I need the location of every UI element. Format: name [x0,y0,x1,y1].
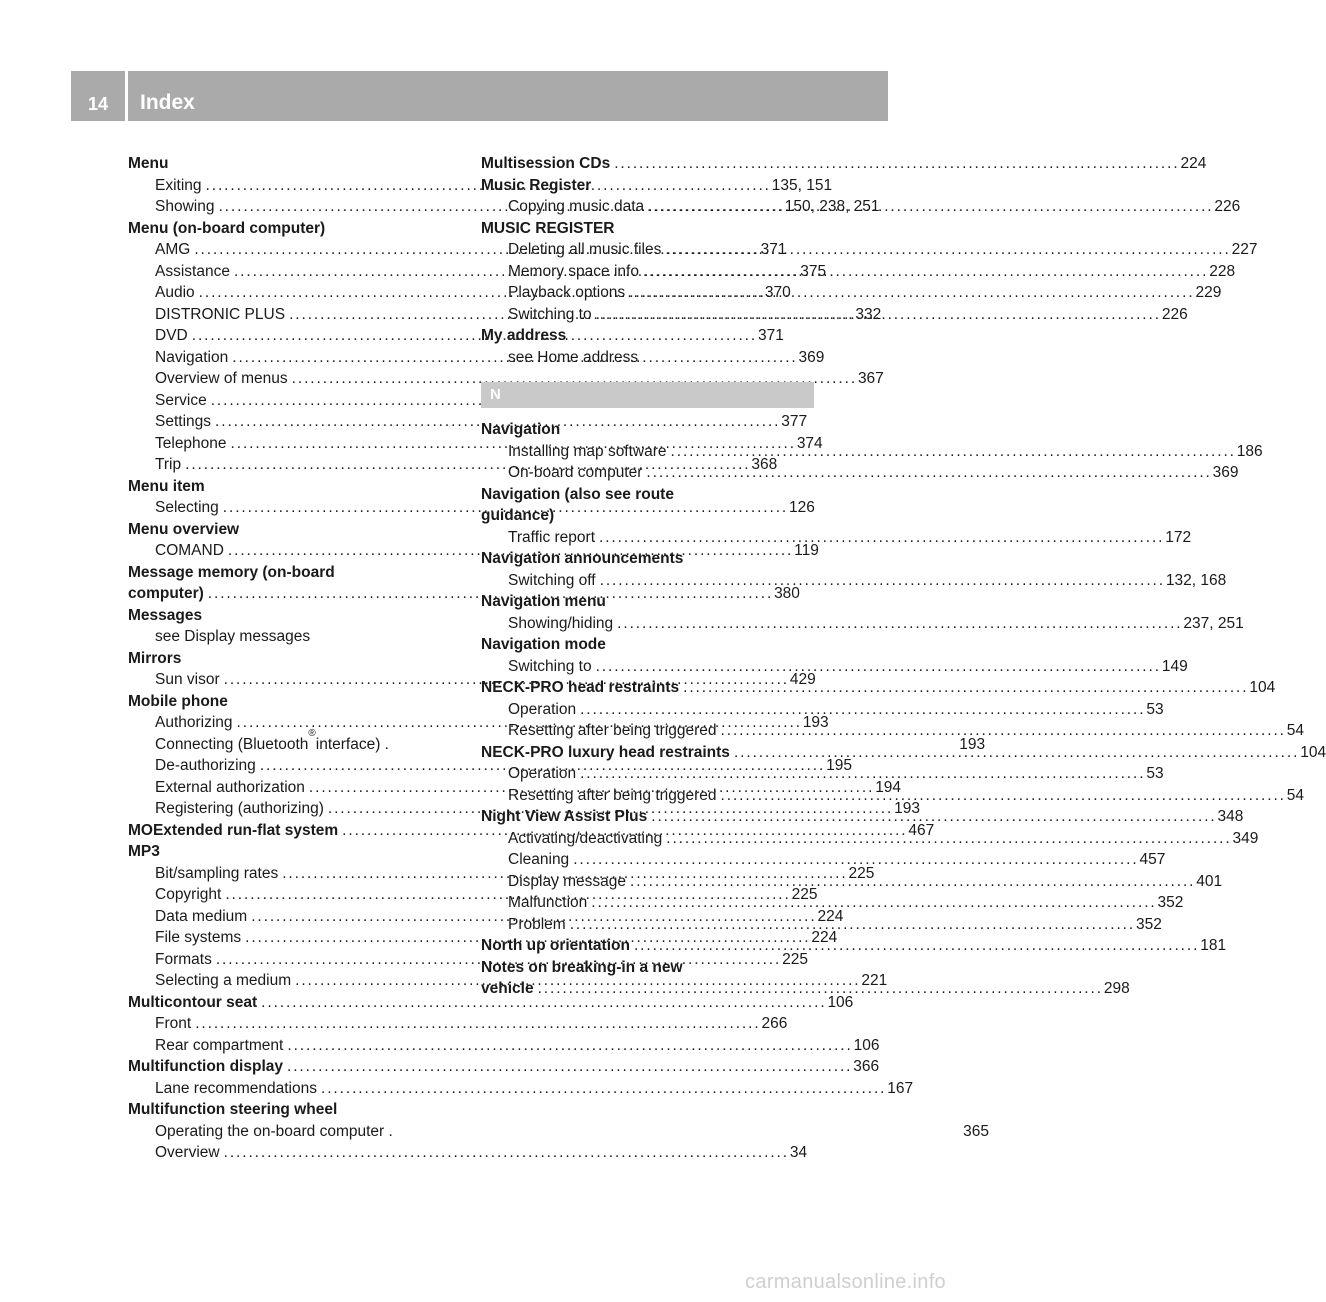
index-subentry [128,1035,880,1057]
page-reference: 298 [1103,980,1130,997]
entry-text: DVD [155,327,188,344]
page-reference: 167 [887,1079,914,1097]
index-heading [128,1099,461,1121]
page-reference: 369 [1212,464,1239,481]
heading-text: Notes on breaking-in a new [481,958,683,976]
page-reference: 227 [1231,241,1258,258]
entry-text: Night View Assist Plus [481,808,648,825]
page-reference: 126 [789,499,815,516]
entry-text: Trip [155,456,182,473]
entry-text: Sun visor [155,671,220,688]
index-subentry [128,368,884,390]
entry-text: Resetting after being triggered [508,786,717,804]
page-reference: 186 [1236,442,1263,460]
index-subentry [128,1078,914,1100]
heading-text: Messages [128,606,203,624]
page-reference: 119 [794,542,819,559]
entry-text: Bit/sampling rates [155,864,279,882]
index-heading [128,841,461,863]
page-reference: 54 [1286,722,1305,739]
page-reference: 370 [764,284,791,301]
entry-text: Switching to [508,657,592,675]
page-reference: 332 [855,305,882,323]
page-reference: 467 [908,821,935,839]
page-reference: 132, 168 [1165,571,1227,589]
page-reference: 380 [774,585,800,602]
dot-leader [321,1078,883,1100]
cross-reference-text: see Home address [508,348,639,366]
heading-text: Navigation menu [481,593,606,610]
page-reference: 457 [1139,851,1166,868]
header-divider [125,71,128,121]
index-entry [128,992,854,1014]
letter-section-header: N [481,382,814,408]
entry-text: Overview [155,1144,220,1161]
index-heading [128,691,461,713]
page-reference: 429 [789,671,816,688]
entry-text: Playback options [508,284,626,301]
index-heading [128,648,461,670]
entry-text: File systems [155,929,242,946]
index-cross-reference [128,626,461,648]
dot-leader [646,462,1208,484]
dot-leader [634,935,1196,957]
index-subentry [128,1121,989,1143]
page-reference: 369 [798,348,825,366]
registered-mark: ® [308,727,316,739]
page-reference: 401 [1196,872,1223,890]
section-title: Index [140,91,195,114]
index-heading [481,591,814,613]
cross-reference-text: see Display messages [155,628,311,645]
page-reference: 266 [761,1015,788,1032]
page-reference: 34 [789,1144,808,1161]
dot-leader [287,1035,849,1057]
entry-text: Multicontour seat [128,993,258,1011]
page-reference: 375 [800,262,827,280]
index-entry [128,1056,880,1078]
dot-leader [287,1056,849,1078]
page-reference: 106 [853,1036,880,1054]
dot-leader [591,892,1153,914]
heading-text: Multifunction steering wheel [128,1101,338,1118]
page-reference: 150, 238, 251 [784,198,880,215]
page-reference: 367 [857,370,884,387]
entry-text: Multisession CDs [481,155,611,172]
entry-text: Malfunction [508,894,588,911]
entry-text: Lane recommendations [155,1079,317,1097]
page-reference: 194 [875,778,902,796]
page-reference: 224 [811,929,838,946]
page-reference: 181 [1200,937,1227,954]
entry-text: Navigation [155,348,229,366]
heading-text: Mirrors [128,649,182,667]
entry-text: Settings [155,413,212,430]
dot-leader [721,785,1283,807]
page-reference: 54 [1286,786,1305,804]
heading-text: Music Register [481,176,592,194]
page-reference: 149 [1161,657,1188,675]
index-entry [481,677,1276,699]
index-subentry [481,849,1166,871]
entry-text: De-authorizing [155,757,256,774]
entry-text: Activating/deactivating [508,829,663,847]
index-heading [481,634,814,656]
entry-text: Installing map software [508,442,667,460]
entry-text: Data medium [155,907,248,925]
entry-text: Showing/hiding [508,614,614,632]
entry-text: Registering (authorizing) [155,800,324,817]
page-reference: 348 [1217,808,1244,825]
index-heading [481,325,814,347]
heading-text: Menu item [128,477,205,495]
entry-text: Operation [508,765,577,782]
index-subentry [481,892,1184,914]
dot-leader [599,527,1161,549]
page-reference: 104 [1300,743,1326,761]
entry-text: Copyright [155,886,222,903]
index-heading [481,548,814,570]
entry-text: Cleaning [508,851,570,868]
dot-leader [195,1013,757,1035]
page-reference: 193 [802,714,829,731]
page-reference: 106 [827,993,854,1011]
page-reference: 237, 251 [1183,614,1244,632]
entry-text: NECK-PRO head restraints [481,679,680,696]
entry-text: Operation [508,700,577,718]
heading-text: Navigation [481,421,561,438]
page-reference: 374 [796,434,823,452]
entry-text: Traffic report [508,528,595,546]
entry-text: Overview of menus [155,370,288,387]
dot-leader [683,677,1245,699]
dot-leader [630,871,1192,893]
dot-leader [643,261,1205,283]
index-subentry [128,1013,788,1035]
index-heading [128,153,461,175]
page-reference: 224 [1180,155,1207,172]
dot-leader [648,196,1210,218]
dot-leader [538,978,1100,1000]
index-heading [128,476,461,498]
heading-text: guidance) [481,507,555,524]
entry-text: vehicle [481,980,534,997]
page-reference: 225 [791,886,818,903]
index-heading [481,419,814,441]
page-reference: 377 [781,413,808,430]
entry-text: North up orientation [481,937,630,954]
entry-text: Connecting (Bluetooth [155,735,309,753]
page-reference: 135, 151 [771,176,833,194]
heading-text: Menu (on-board computer) [128,219,326,237]
index-subentry [481,282,1222,304]
entry-text: computer) [128,585,204,602]
entry-text-suffix: interface) . [315,735,389,753]
page-reference: 53 [1146,700,1164,718]
index-heading [481,957,814,979]
index-subentry [481,527,1192,549]
dot-leader [629,282,1191,304]
entry-text: Showing [155,198,215,215]
page-reference: 368 [751,456,778,473]
heading-text: Navigation (also see route [481,485,674,503]
heading-text: Mobile phone [128,692,228,710]
dot-leader [224,1142,786,1164]
index-subentry [128,1142,808,1164]
page-reference: 371 [760,241,787,258]
dot-leader [580,763,1142,785]
index-subentry [481,656,1188,678]
heading-text: Menu overview [128,520,240,538]
entry-text: External authorization [155,778,305,796]
dot-leader [614,153,1176,175]
index-heading [481,505,814,527]
heading-text: Navigation mode [481,636,606,653]
page-reference: 193 [959,735,986,753]
index-heading [128,218,461,240]
heading-text: Menu [128,155,169,172]
heading-text: My address [481,327,567,344]
dot-leader [665,239,1227,261]
dot-leader [734,742,1296,764]
entry-text: COMAND [155,542,224,559]
heading-text: Message memory (on-board [128,563,335,581]
entry-text: Multifunction display [128,1058,283,1075]
entry-text: Switching off [508,571,596,589]
dot-leader [666,828,1228,850]
entry-text: Assistance [155,262,230,280]
page-reference: 226 [1161,305,1188,323]
index-heading [128,562,461,584]
index-subentry [128,390,461,412]
dot-leader [617,613,1179,635]
index-entry [481,153,1207,175]
dot-leader [580,699,1142,721]
entry-text: Switching to [508,305,592,323]
entry-text: Front [155,1015,192,1032]
page-number: 14 [71,71,125,121]
heading-text: MUSIC REGISTER [481,219,615,237]
index-subentry [481,462,1239,484]
dot-leader [570,914,1132,936]
index-heading [481,218,814,240]
page-reference: 229 [1195,284,1222,301]
dot-leader [573,849,1135,871]
dot-leader [671,441,1233,463]
page-reference: 225 [782,950,808,968]
page-reference: 366 [853,1058,880,1075]
heading-text: Navigation announcements [481,550,684,567]
entry-text: Formats [155,950,212,968]
dot-leader [596,304,1158,326]
entry-text: Authorizing [155,714,233,731]
entry-text: Rear compartment [155,1036,284,1054]
page-reference: 371 [758,327,784,344]
entry-text: Operating the on-board computer . [155,1122,393,1140]
index-subentry [481,261,1236,283]
page-reference: 172 [1165,528,1192,546]
index-heading [128,605,461,627]
index-subentry [481,699,1164,721]
page-reference: 352 [1157,894,1184,911]
entry-text: Exiting [155,176,202,194]
index-cross-reference [481,347,814,369]
entry-text: Copying music data [508,198,645,215]
page-reference: 365 [963,1122,989,1140]
index-heading [128,519,461,541]
entry-text: Problem [508,915,566,933]
index-heading [481,484,814,506]
page-reference: 349 [1232,829,1259,847]
entry-text: Audio [155,284,195,301]
entry-text: Telephone [155,434,227,452]
index-subentry [481,613,1244,635]
dot-leader [596,656,1158,678]
entry-text: DISTRONIC PLUS [155,305,286,323]
index-subentry [481,239,1258,261]
entry-text: Selecting [155,499,219,516]
page-reference: 224 [817,907,844,925]
dot-leader [600,570,1162,592]
page-reference: 352 [1135,915,1162,933]
heading-text: MP3 [128,843,160,860]
index-subentry [481,570,1227,592]
dot-leader [651,806,1213,828]
entry-text: AMG [155,241,191,258]
entry-text: MOExtended run-flat system [128,821,339,839]
entry-text: NECK-PRO luxury head restraints [481,743,730,761]
watermark: carmanualsonline.info [745,1271,946,1293]
page-reference: 221 [861,972,888,989]
entry-text: Service [155,391,207,409]
page-reference: 53 [1146,765,1164,782]
entry-text: Memory space info [508,262,639,280]
page-reference: 104 [1249,679,1276,696]
entry-text: Selecting a medium [155,972,292,989]
index-heading [481,175,814,197]
page-reference: 193 [894,800,920,817]
entry-text: Resetting after being triggered [508,722,717,739]
entry-text: On-board computer [508,464,643,481]
page-reference: 228 [1209,262,1236,280]
dot-leader [721,720,1283,742]
page-reference: 195 [826,757,852,774]
entry-text: Display message [508,872,627,890]
page-reference: 225 [848,864,875,882]
page-reference: 226 [1214,198,1241,215]
entry-text: Deleting all music files [508,241,662,258]
